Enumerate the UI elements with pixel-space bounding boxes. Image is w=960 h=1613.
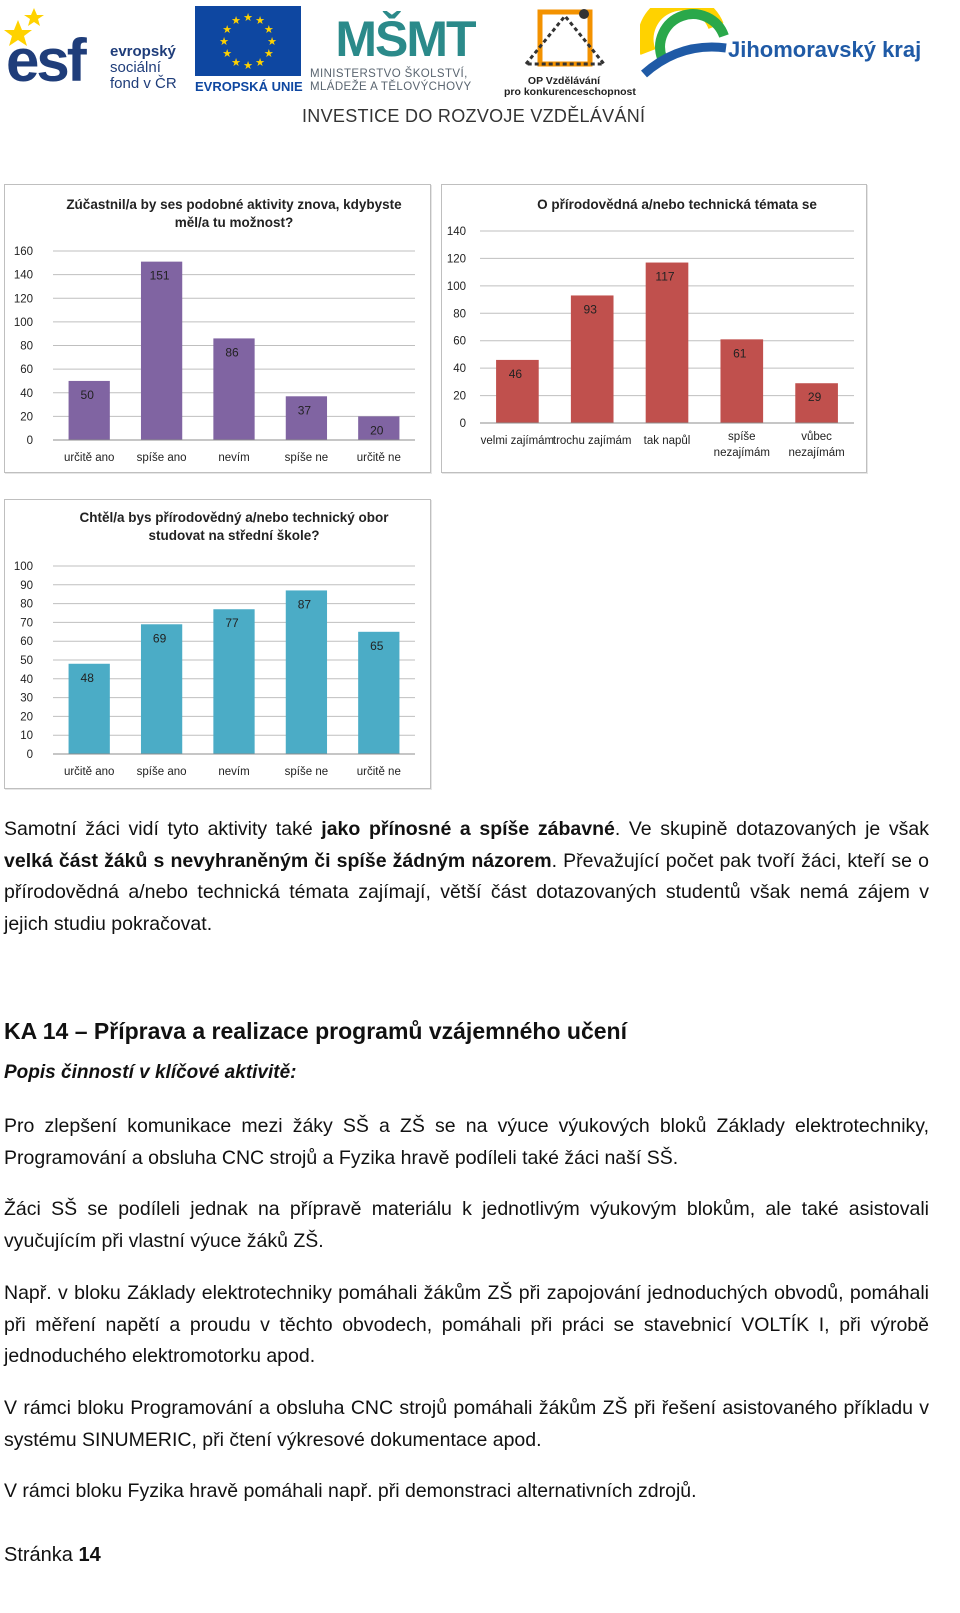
- svg-text:MŠMT: MŠMT: [335, 11, 475, 66]
- y-tick-label: 140: [446, 226, 466, 238]
- chart-title: Zúčastnil/a by ses podobné aktivity znova, kdybyste: [66, 197, 402, 212]
- category-label: spíše ano: [136, 452, 187, 464]
- category-label: určitě ne: [356, 452, 401, 464]
- category-label: trochu zajímám: [552, 435, 632, 447]
- data-label: 37: [297, 403, 312, 418]
- msmt-emblem-icon: [310, 4, 500, 66]
- esf-logo: [4, 4, 190, 96]
- y-tick-label: 70: [20, 617, 33, 630]
- y-tick-label: 40: [453, 363, 466, 376]
- eu-star-icon: ★: [243, 60, 253, 72]
- data-label: 151: [149, 268, 170, 283]
- y-tick-label: 140: [13, 269, 33, 282]
- bar: [141, 262, 182, 440]
- y-tick-label: 160: [13, 246, 33, 258]
- paragraph-1: Pro zlepšení komunikace mezi žáky SŠ a ZŠ se na výuce výukových bloků Základy elektrotechniky, Programování a obsluha CNC strojů a Fyzika hravě podíleli také žáci naší SŠ.: [4, 1115, 929, 1169]
- footer-label: Stránka: [4, 1544, 73, 1566]
- summary-text-2: . Ve skupině dotazovaných je však: [614, 818, 929, 840]
- data-label: 87: [297, 597, 312, 612]
- y-tick-label: 40: [20, 387, 33, 400]
- summary-bold-2: velká část žáků s nevyhraněným či spíše žádným názorem: [4, 849, 552, 872]
- eu-flag-icon: [195, 6, 301, 76]
- page-number: 14: [78, 1544, 101, 1566]
- op-logo: [504, 6, 636, 99]
- category-label: určitě ne: [356, 766, 401, 778]
- paragraph-5: V rámci bloku Fyzika hravě pomáhali např. při demonstraci alternativních zdrojů.: [4, 1480, 697, 1502]
- category-label: vůbec: [801, 431, 832, 443]
- data-label: 46: [508, 366, 523, 381]
- eu-star-icon: ★: [222, 24, 233, 36]
- op-line1: OP Vzdělávání: [527, 75, 601, 87]
- data-label: 20: [370, 423, 384, 438]
- y-tick-label: 100: [13, 561, 33, 573]
- eu-star-icon: ★: [267, 36, 277, 48]
- page-footer: [4, 1544, 101, 1567]
- y-tick-label: 0: [26, 749, 33, 761]
- y-tick-label: 20: [453, 390, 466, 403]
- paragraph-3: Např. v bloku Základy elektrotechniky pomáhali žákům ZŠ při zapojování jednoduchých obvodů, pomáhali při měření napětí a proudu v těchto obvodech, pomáhali při práci se stavebnicí VOLTÍK I, při výrobě jednoduchého elektromotorku apod.: [4, 1282, 929, 1367]
- summary-paragraph: [4, 814, 929, 940]
- data-label: 93: [583, 302, 597, 317]
- y-tick-label: 100: [446, 280, 466, 293]
- y-tick-label: 100: [13, 316, 33, 329]
- y-tick-label: 120: [446, 253, 466, 266]
- msmt-logo: [310, 4, 500, 96]
- eu-star-icon: ★: [231, 56, 241, 69]
- bar: [213, 609, 254, 754]
- eu-star-icon: ★: [255, 15, 265, 28]
- region-emblem-icon: [640, 8, 730, 78]
- y-tick-label: 80: [20, 598, 33, 611]
- data-label: 48: [80, 670, 94, 685]
- eu-star-icon: ★: [263, 48, 274, 60]
- header-logo-bar: [0, 0, 960, 135]
- summary-bold-1: jako přínosné a spíše zábavné: [321, 818, 615, 840]
- region-logo: [640, 8, 940, 88]
- data-label: 50: [80, 387, 94, 402]
- msmt-line1: MINISTERSTVO ŠKOLSTVÍ,: [310, 68, 468, 80]
- category-label: spíše ne: [284, 766, 329, 778]
- op-emblem-icon: [504, 6, 624, 76]
- chart-svg-2: [5, 500, 430, 788]
- data-label: 61: [733, 346, 747, 361]
- chart-title: měl/a tu možnost?: [174, 215, 294, 230]
- category-label: spíše: [728, 431, 756, 443]
- data-label: 86: [225, 345, 239, 360]
- chart-svg-0: [5, 185, 430, 472]
- category-label: nezajímám: [713, 447, 770, 459]
- esf-line3: fond v ČR: [110, 74, 177, 92]
- chart-title: studovat na střední škole?: [148, 528, 320, 543]
- bar: [286, 590, 327, 754]
- chart-study-science: [4, 499, 431, 789]
- y-tick-label: 20: [20, 711, 33, 724]
- eu-logo: [195, 6, 302, 96]
- paragraph-4: V rámci bloku Programování a obsluha CNC strojů pomáhali žákům ZŠ při řešení asistovaného příkladu v systému SINUMERIC, při čtení výkresové dokumentace apod.: [4, 1397, 929, 1451]
- msmt-line2: MLÁDEŽE A TĚLOVÝCHOVY: [310, 81, 472, 94]
- eu-star-icon: ★: [255, 56, 265, 69]
- section-subheading: Popis činností v klíčové aktivitě:: [4, 1062, 297, 1083]
- y-tick-label: 60: [453, 335, 466, 348]
- y-tick-label: 120: [13, 293, 33, 306]
- summary-text-3: . Převažující počet pak tvoří žáci, kteří se o přírodovědná a/nebo technická témata zajímají, větší část dotazovaných studentů však nemá zájem v jejich studiu pokračovat.: [4, 849, 929, 935]
- chart-svg-1: [442, 185, 866, 472]
- chart-title: Chtěl/a bys přírodovědný a/nebo technický obor: [79, 510, 389, 525]
- y-tick-label: 80: [453, 308, 466, 321]
- category-label: určitě ano: [63, 452, 115, 464]
- esf-line1: evropský: [110, 43, 176, 60]
- op-line2: pro konkurenceschopnost: [504, 86, 636, 99]
- data-label: 77: [225, 616, 239, 631]
- esf-mark: esf: [6, 27, 84, 94]
- category-label: tak napůl: [643, 435, 691, 447]
- eu-star-icon: ★: [219, 36, 229, 48]
- y-tick-label: 40: [20, 673, 33, 686]
- category-label: spíše ne: [284, 452, 329, 464]
- y-tick-label: 0: [459, 418, 466, 430]
- y-tick-label: 90: [20, 579, 33, 592]
- data-label: 69: [152, 631, 167, 646]
- chart-science-interest: [441, 184, 867, 473]
- y-tick-label: 50: [20, 655, 33, 667]
- data-label: 65: [370, 638, 384, 653]
- y-tick-label: 0: [26, 435, 33, 447]
- y-tick-label: 10: [20, 730, 33, 743]
- category-label: nevím: [218, 766, 250, 778]
- region-label: Jihomoravský kraj: [728, 37, 922, 62]
- eu-star-icon: ★: [243, 12, 253, 24]
- y-tick-label: 80: [20, 340, 33, 353]
- header-slogan: INVESTICE DO ROZVOJE VZDĚLÁVÁNÍ: [302, 106, 646, 126]
- paragraph-2: Žáci SŠ se podíleli jednak na přípravě materiálu k jednotlivým výukovým blokům, ale také asistovali vyučujícím při vlastní výuce žáků ZŠ.: [4, 1198, 929, 1252]
- category-label: nezajímám: [788, 447, 845, 459]
- category-label: určitě ano: [63, 766, 115, 778]
- chart-participate-again: [4, 184, 431, 473]
- bar: [646, 263, 689, 423]
- esf-line2: sociální: [110, 58, 161, 76]
- data-label: 117: [655, 269, 675, 284]
- eu-star-icon: ★: [231, 15, 241, 28]
- eu-star-icon: ★: [222, 48, 233, 60]
- y-tick-label: 20: [20, 411, 33, 424]
- data-label: 29: [807, 390, 822, 405]
- category-label: nevím: [218, 452, 250, 464]
- summary-text-1: Samotní žáci vidí tyto aktivity také: [4, 818, 322, 840]
- y-tick-label: 60: [20, 364, 33, 377]
- y-tick-label: 30: [20, 692, 33, 705]
- category-label: velmi zajímám: [480, 435, 555, 447]
- y-tick-label: 60: [20, 636, 33, 649]
- eu-label: EVROPSKÁ UNIE: [195, 79, 303, 94]
- section-heading: KA 14 – Příprava a realizace programů vzájemného učení: [4, 1018, 627, 1044]
- chart-title: O přírodovědná a/nebo technická témata se: [537, 197, 817, 212]
- category-label: spíše ano: [136, 766, 187, 778]
- eu-star-icon: ★: [263, 24, 274, 36]
